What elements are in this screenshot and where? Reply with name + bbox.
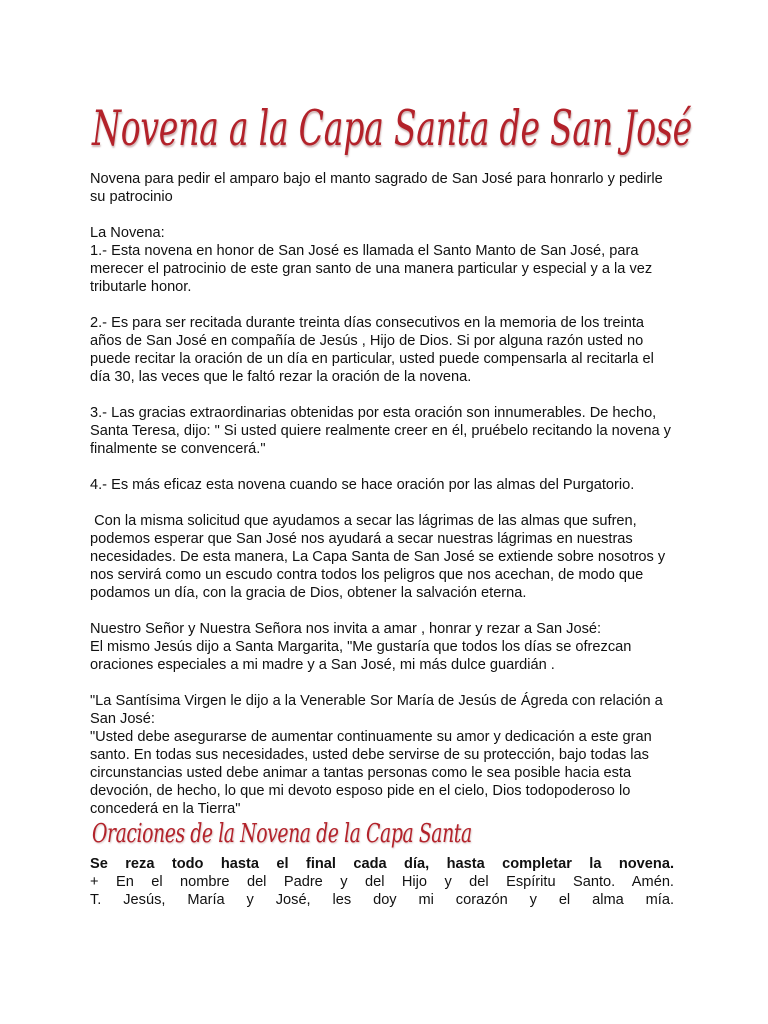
virgen-paragraph-line-1: "La Santísima Virgen le dijo a la Venerable Sor María de Jesús de Ágreda con relación a San José:	[90, 693, 663, 727]
prayer-instruction: Se reza todo hasta el final cada día, hasta completar la novena.	[90, 856, 674, 872]
prayer-line-1: + En el nombre del Padre y del Hijo y del Espíritu Santo. Amén.	[90, 874, 674, 890]
point-4: 4.- Es más eficaz esta novena cuando se hace oración por las almas del Purgatorio.	[90, 477, 635, 493]
intro-paragraph: Novena para pedir el amparo bajo el manto sagrado de San José para honrarlo y pedirle su patrocinio	[90, 171, 663, 205]
solicitud-paragraph: Con la misma solicitud que ayudamos a secar las lágrimas de las almas que sufren, podemos esperar que San José nos ayudará a secar nuestras lágrimas en nuestras necesidades. De esta manera, La Capa Santa de San José se extiende sobre nosotros y nos servirá como un escudo contra todos los peligros que nos acechan, de modo que podamos un día, con la gracia de Dios, obtener la salvación eterna.	[90, 513, 670, 601]
point-2: 2.- Es para ser recitada durante treinta días consecutivos en la memoria de los treinta años de San José en compañía de Jesús , Hijo de Dios. Si por alguna razón usted no puede recitar la oración de un día en particular, usted puede compensarla al recitarla el día 30, las veces que le faltó rezar la oración de la novena.	[90, 315, 654, 385]
virgen-paragraph-line-2: "Usted debe asegurarse de aumentar continuamente su amor y dedicación a este gran santo. En todas sus necesidades, usted debe servirse de su protección, bajo todas las circunstancias usted debe animar a tantas personas como le sea posible hacia esta devoción, de hecho, lo que mi devoto esposo pide en el cielo, Dios todopoderoso lo concederá en la Tierra"	[90, 729, 652, 817]
point-3: 3.- Las gracias extraordinarias obtenidas por esta oración son innumerables. De hecho, Santa Teresa, dijo: " Si usted quiere realmente creer en él, pruébelo recitando la novena y finalmente se convencerá."	[90, 405, 671, 457]
invita-paragraph-line-2: El mismo Jesús dijo a Santa Margarita, "Me gustaría que todos los días se ofrezcan oraciones especiales a mi madre y a San José, mi más dulce guardián .	[90, 639, 632, 673]
novena-heading: La Novena:	[90, 225, 165, 241]
invita-paragraph-line-1: Nuestro Señor y Nuestra Señora nos invita a amar , honrar y rezar a San José:	[90, 621, 602, 637]
prayer-line-2: T. Jesús, María y José, les doy mi corazón y el alma mía.	[90, 892, 674, 908]
prayers-section-title: Oraciones de la Novena de la Capa Santa	[92, 819, 472, 849]
document-body	[90, 170, 674, 818]
prayer-block	[90, 855, 674, 909]
document-title: Novena a la Capa Santa de San José	[92, 100, 692, 157]
point-1: 1.- Esta novena en honor de San José es llamada el Santo Manto de San José, para merecer el patrocinio de este gran santo de una manera particular y especial y a la vez tributarle honor.	[90, 243, 653, 295]
